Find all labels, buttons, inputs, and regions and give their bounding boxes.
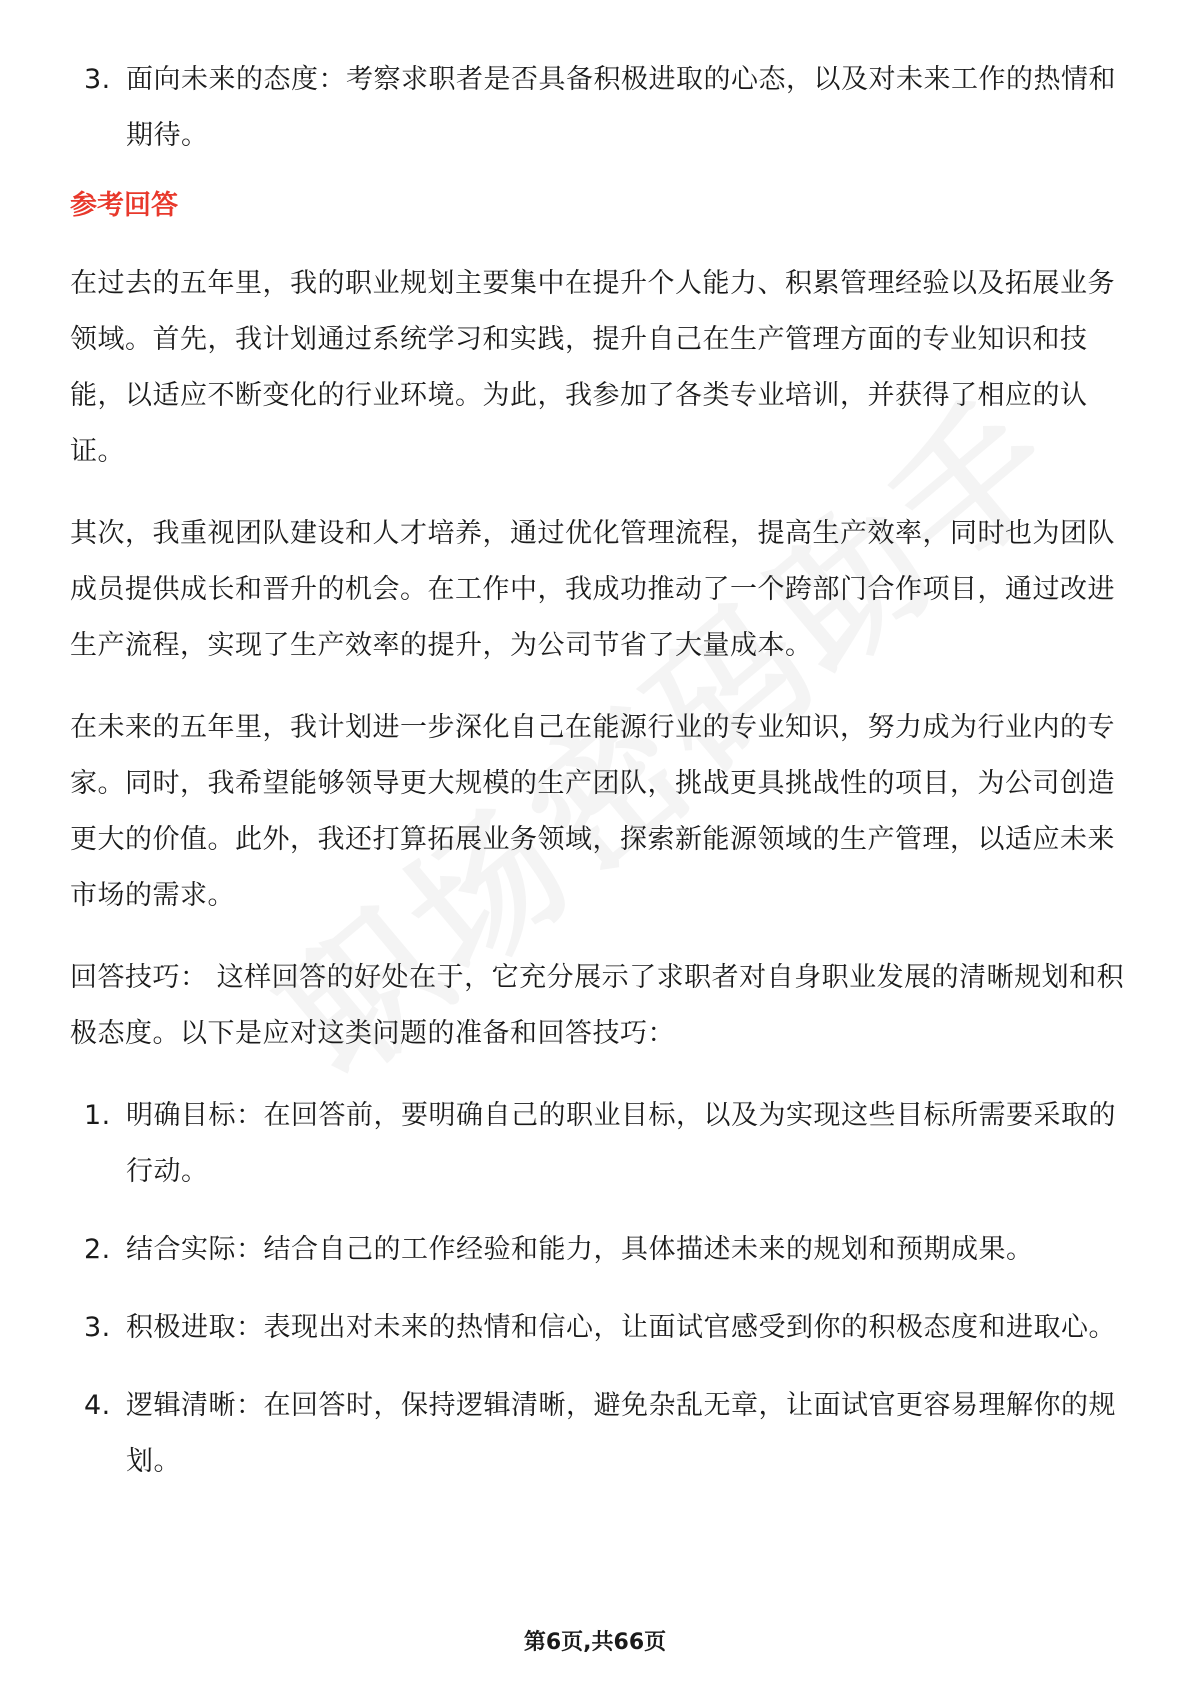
page-content <box>70 52 1126 1512</box>
list-item-text: 积极进取：表现出对未来的热情和信心，让面试官感受到你的积极态度和进取心。 <box>126 1312 1116 1343</box>
list-item-text: 逻辑清晰：在回答时，保持逻辑清晰，避免杂乱无章，让面试官更容易理解你的规划。 <box>126 1390 1116 1477</box>
answer-paragraph-2: 其次，我重视团队建设和人才培养，通过优化管理流程，提高生产效率，同时也为团队成员提供成长和晋升的机会。在工作中，我成功推动了一个跨部门合作项目，通过改进生产流程，实现了生产效率的提升，为公司节省了大量成本。 <box>70 518 1115 661</box>
list-item-text: 结合实际：结合自己的工作经验和能力，具体描述未来的规划和预期成果。 <box>126 1234 1034 1265</box>
criteria-item-3 <box>70 52 1126 164</box>
page-footer: 第6页,共66页 <box>523 1630 667 1655</box>
list-item-text: 明确目标：在回答前，要明确自己的职业目标，以及为实现这些目标所需要采取的行动。 <box>126 1100 1116 1187</box>
list-item <box>70 1378 1126 1490</box>
list-item <box>70 1300 1126 1356</box>
list-number: 1. <box>84 1100 111 1131</box>
answer-paragraph-1: 在过去的五年里，我的职业规划主要集中在提升个人能力、积累管理经验以及拓展业务领域。首先，我计划通过系统学习和实践，提升自己在生产管理方面的专业知识和技能，以适应不断变化的行业环境。为此，我参加了各类专业培训，并获得了相应的认证。 <box>70 268 1115 467</box>
list-item <box>70 1088 1126 1200</box>
tips-list <box>70 1088 1126 1490</box>
list-number: 4. <box>84 1390 111 1421</box>
section-title: 参考回答 <box>70 190 178 221</box>
tips-intro: 回答技巧： 这样回答的好处在于，它充分展示了求职者对自身职业发展的清晰规划和积极态度。以下是应对这类问题的准备和回答技巧： <box>70 962 1125 1049</box>
list-number: 2. <box>84 1234 111 1265</box>
list-item-text: 面向未来的态度：考察求职者是否具备积极进取的心态，以及对未来工作的热情和期待。 <box>126 64 1116 151</box>
list-number: 3. <box>84 1312 111 1343</box>
list-item <box>70 1222 1126 1278</box>
answer-paragraph-3: 在未来的五年里，我计划进一步深化自己在能源行业的专业知识，努力成为行业内的专家。同时，我希望能够领导更大规模的生产团队，挑战更具挑战性的项目，为公司创造更大的价值。此外，我还打算拓展业务领域，探索新能源领域的生产管理，以适应未来市场的需求。 <box>70 712 1115 911</box>
list-number: 3. <box>84 64 111 95</box>
